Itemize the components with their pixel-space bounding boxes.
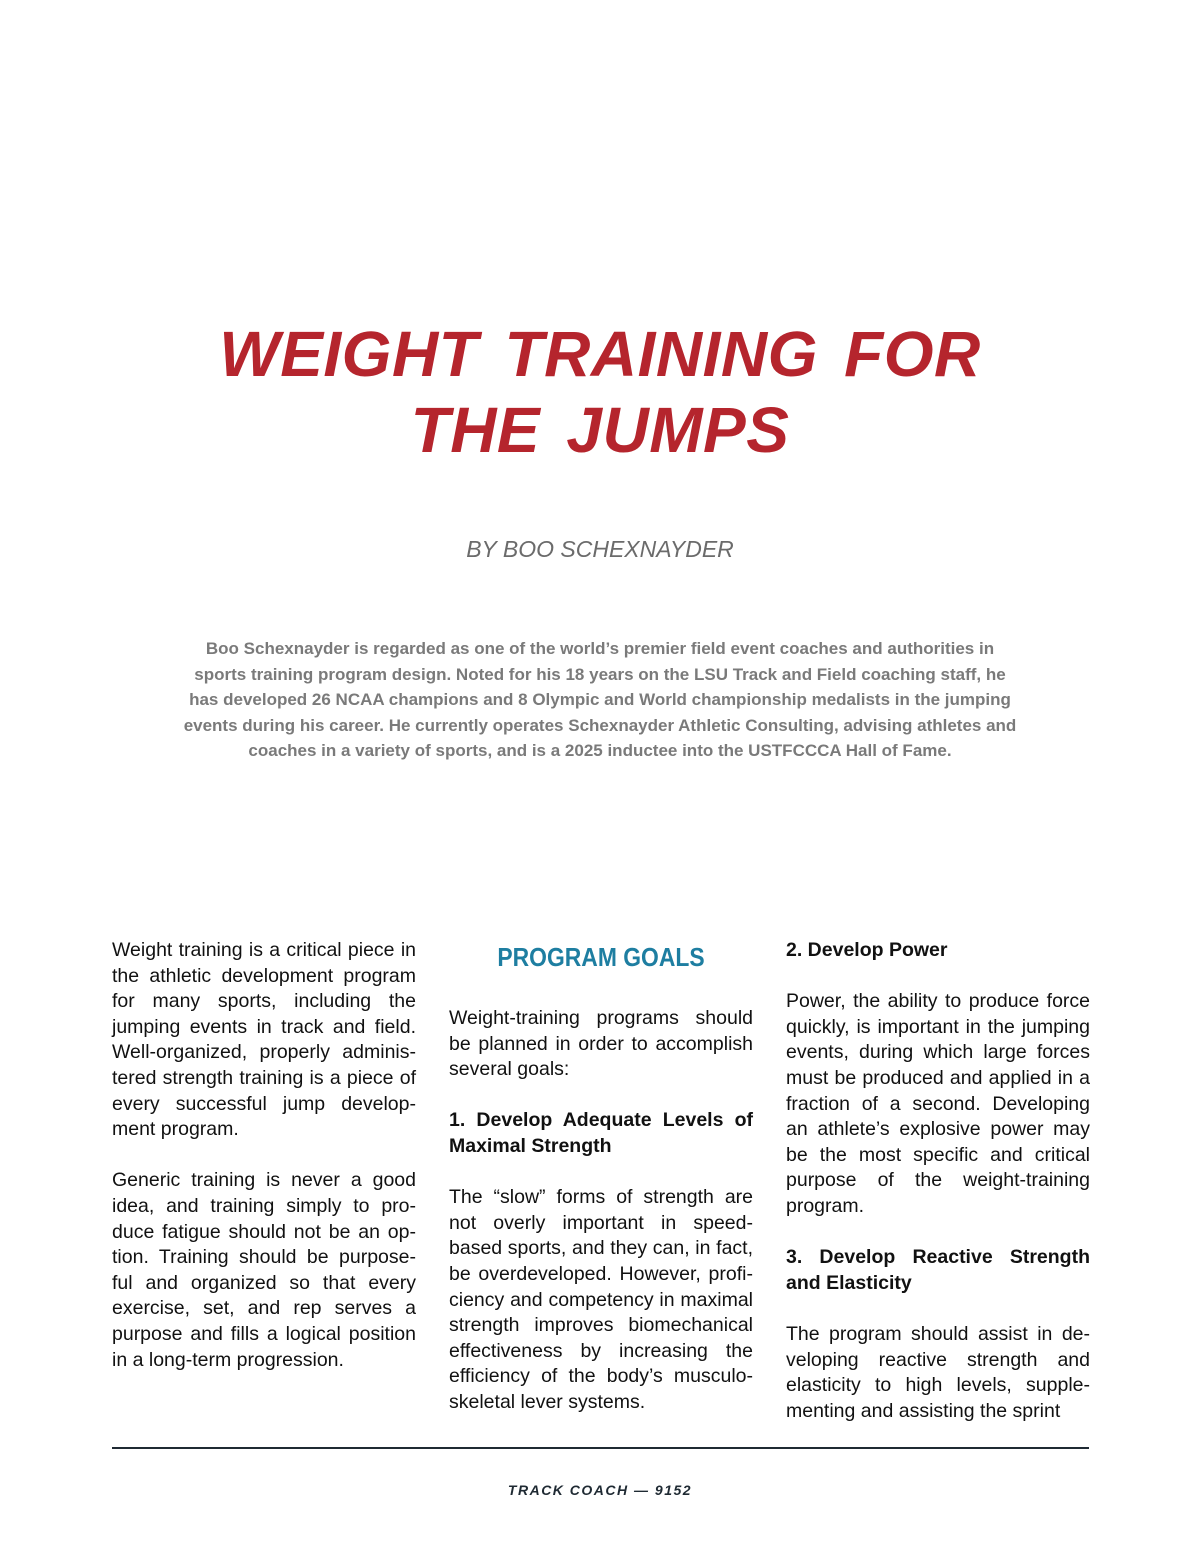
body-paragraph: The program should assist in de-veloping reactive strength and elasticity to high levels, supple-menting and assisting the sprint xyxy=(786,1322,1090,1422)
footer-rule xyxy=(112,1447,1089,1449)
body-paragraph: Weight-training programs should be planned in order to accomplish several goals: xyxy=(449,1007,753,1081)
author-bio-line: coaches in a variety of sports, and is a 2025 inductee into the USTFCCCA Hall of Fame. xyxy=(248,741,952,760)
body-paragraph: Power, the ability to produce force quickly, is important in the jumping events, during which large forces must be produced and applied in a fraction of a second. Developing an athlete’s explosive power may be the most specific and critical purpose of the weight-training program. xyxy=(786,990,1090,1217)
article-title-line-2: THE JUMPS xyxy=(410,394,790,466)
body-paragraph: The “slow” forms of strength are not overly important in speed-based sports, and they can, in fact, be overdeveloped. However, profi-ciency and competency in maximal strength improves biomechanical effectiveness by increasing the efficiency of the body’s musculo-skeletal lever systems. xyxy=(449,1186,753,1413)
section-heading-program-goals: PROGRAM GOALS xyxy=(497,942,705,972)
author-bio-line: sports training program design. Noted for his 18 years on the LSU Track and Field coaching staff, he xyxy=(194,664,1006,684)
body-column-3 xyxy=(786,938,1090,1424)
body-column-2 xyxy=(449,938,753,1416)
body-column-1 xyxy=(112,938,416,1373)
author-byline: BY BOO SCHEXNAYDER xyxy=(466,536,734,562)
body-paragraph: Generic training is never a good idea, and training simply to pro-duce fatigue should not be an op-tion. Training should be purpose-ful and organized so that every exercise, set, and rep serves a purpose and fills a logical position in a long-term progression. xyxy=(112,1169,416,1371)
article-title-line-1: WEIGHT TRAINING FOR xyxy=(219,318,981,390)
author-bio-line: has developed 26 NCAA champions and 8 Olympic and World championship medalists in the jumping xyxy=(189,690,1011,709)
author-bio-line: events during his career. He currently operates Schexnayder Athletic Consulting, advising athletes and xyxy=(183,715,1017,735)
author-bio xyxy=(168,636,1032,764)
page-footer: TRACK COACH — 9152 xyxy=(507,1482,693,1498)
article-title xyxy=(0,316,1200,468)
body-paragraph: Weight training is a critical piece in the athletic development program for many sports, including the jumping events in track and field. Well-organized, properly adminis-tered strength training is a piece of every successful jump develop-ment program. xyxy=(112,939,416,1141)
subheading-develop-power: 2. Develop Power xyxy=(786,939,948,961)
subheading-maximal-strength: 1. Develop Adequate Levels of Maximal Strength xyxy=(449,1109,753,1157)
subheading-reactive-strength: 3. Develop Reactive Strength and Elasticity xyxy=(786,1246,1090,1294)
author-bio-line: Boo Schexnayder is regarded as one of the world’s premier field event coaches and authorities in xyxy=(205,639,995,658)
